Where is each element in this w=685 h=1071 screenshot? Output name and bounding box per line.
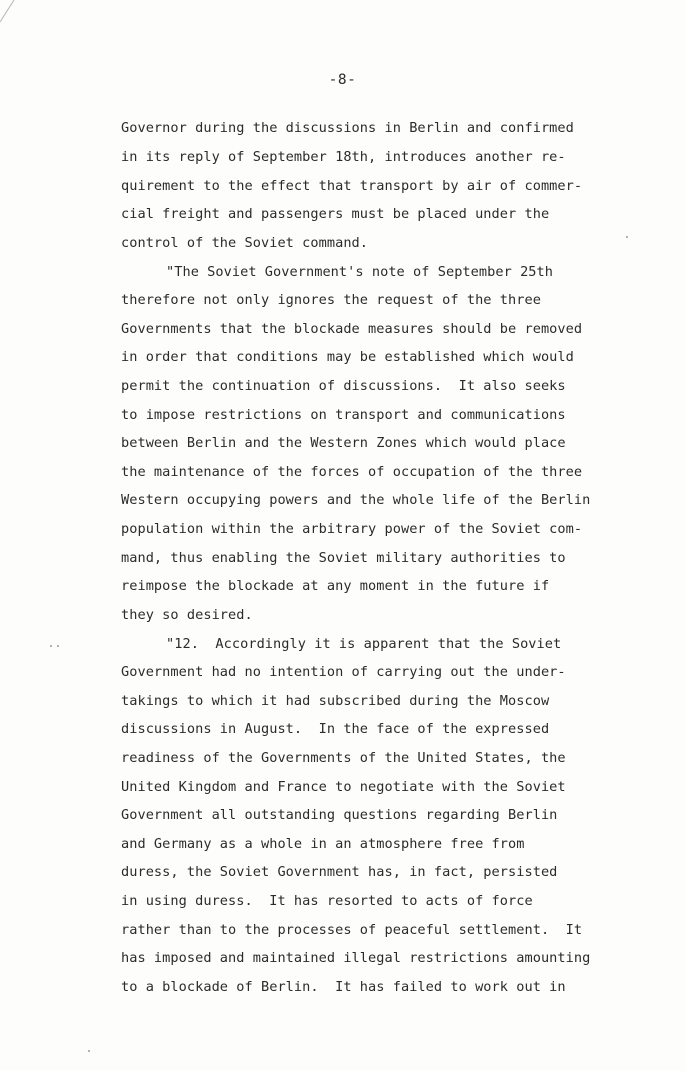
text-line: cial freight and passengers must be placed under the	[121, 206, 550, 222]
paper-corner-mark	[0, 0, 40, 30]
text-line: therefore not only ignores the request of the three	[121, 292, 541, 308]
text-line: "The Soviet Government's note of September 25th	[166, 264, 554, 280]
paper-speck	[626, 236, 628, 238]
text-line: control of the Soviet command.	[121, 235, 369, 251]
text-line: Governor during the discussions in Berlin and confirmed	[121, 120, 574, 136]
text-line: in its reply of September 18th, introduces another re-	[121, 149, 566, 165]
text-line: the maintenance of the forces of occupation of the three	[121, 464, 583, 480]
text-line: to impose restrictions on transport and communications	[121, 407, 566, 423]
text-line: readiness of the Governments of the United States, the	[121, 750, 566, 766]
text-line: duress, the Soviet Government has, in fact, persisted	[121, 864, 558, 880]
text-line: and Germany as a whole in an atmosphere free from	[121, 836, 525, 852]
text-line: to a blockade of Berlin. It has failed to work out in	[121, 979, 566, 995]
text-line: United Kingdom and France to negotiate with the Soviet	[121, 779, 566, 795]
text-line: in order that conditions may be established which would	[121, 349, 574, 365]
text-line: in using duress. It has resorted to acts of force	[121, 893, 533, 909]
text-line: discussions in August. In the face of the expressed	[121, 721, 550, 737]
text-line: population within the arbitrary power of the Soviet com-	[121, 521, 583, 537]
paper-speck	[50, 645, 52, 647]
paper-speck	[57, 645, 59, 647]
text-line: "12. Accordingly it is apparent that the Soviet	[166, 636, 562, 652]
text-line: quirement to the effect that transport by air of commer-	[121, 178, 583, 194]
text-line: takings to which it had subscribed during the Moscow	[121, 693, 550, 709]
text-line: has imposed and maintained illegal restrictions amounting	[121, 950, 591, 966]
text-line: between Berlin and the Western Zones which would place	[121, 435, 566, 451]
text-line: reimpose the blockade at any moment in the future if	[121, 578, 550, 594]
text-line: Government all outstanding questions regarding Berlin	[121, 807, 558, 823]
text-line: rather than to the processes of peaceful settlement. It	[121, 922, 583, 938]
text-line: they so desired.	[121, 607, 253, 623]
text-line: Governments that the blockade measures should be removed	[121, 321, 583, 337]
text-line: Western occupying powers and the whole life of the Berlin	[121, 492, 591, 508]
page-number: -8-	[328, 72, 357, 88]
text-line: permit the continuation of discussions. It also seeks	[121, 378, 566, 394]
text-line: mand, thus enabling the Soviet military authorities to	[121, 550, 566, 566]
text-line: Government had no intention of carrying out the under-	[121, 664, 566, 680]
paper-speck	[88, 1050, 90, 1052]
